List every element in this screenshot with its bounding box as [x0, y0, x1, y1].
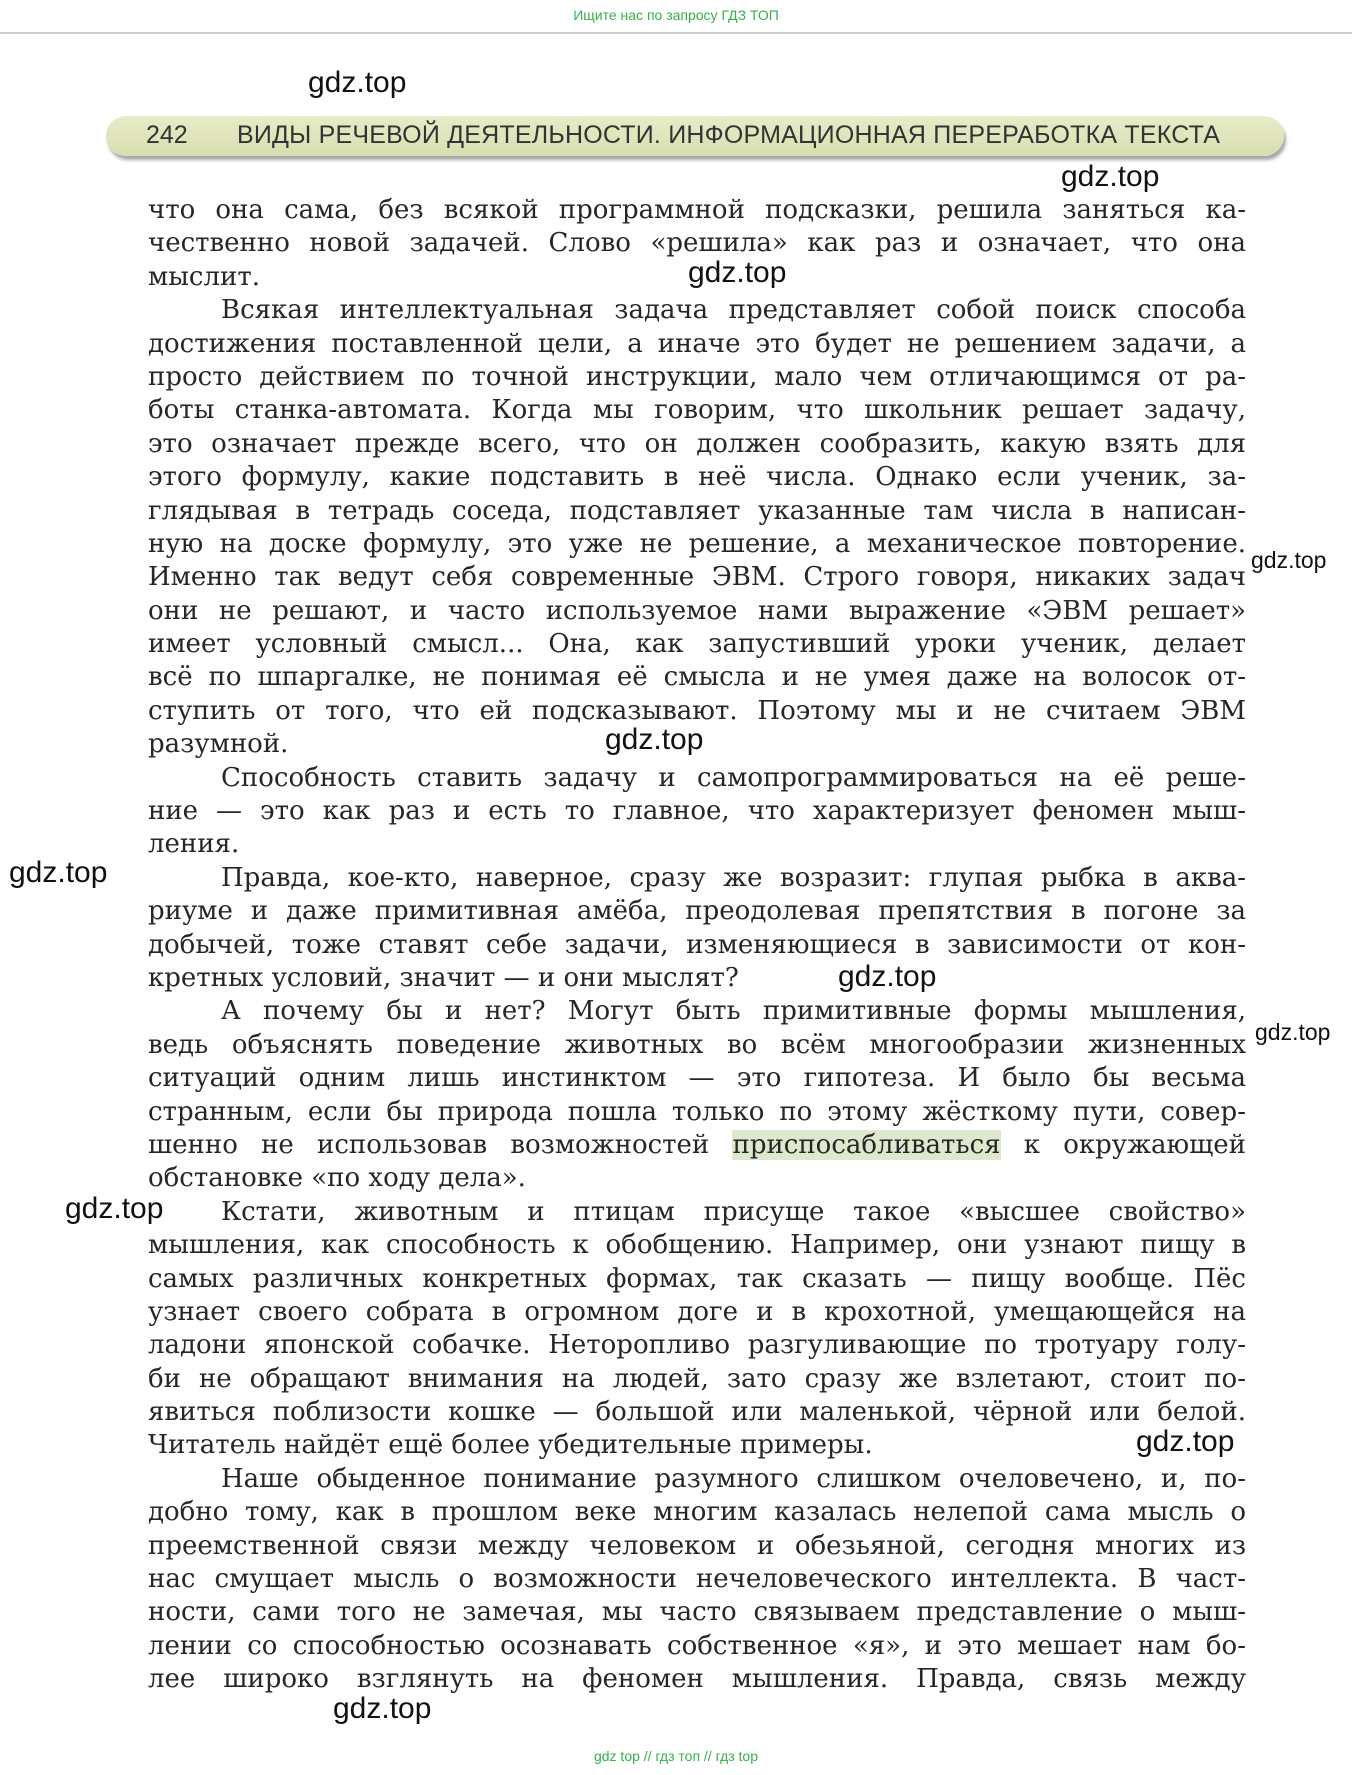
text-fragment: к окружающей [1023, 1129, 1246, 1160]
text-line: обстановке «по ходу дела». [148, 1163, 526, 1194]
highlighted-word: приспосабливаться [732, 1129, 1001, 1160]
text-line: узнает своего собрата в огромном доге и в крохотной, умещающейся на [148, 1296, 1246, 1327]
text-line: добычей, тоже ставят себе задачи, изменяющиеся в зависимости от кон- [148, 929, 1246, 960]
text-line: чественно новой задачей. Слово «решила» как раз и означает, что она [148, 228, 1246, 259]
text-line [148, 1129, 1246, 1162]
text-line: добно тому, как в прошлом веке многим казалась нелепой сама мысль о [148, 1497, 1246, 1528]
text-line: Всякая интеллектуальная задача представляет собой поиск способа [221, 295, 1246, 326]
text-line: ности, сами того не замечая, мы часто связываем представление о мыш- [148, 1597, 1246, 1628]
text-line: мышления, как способность к обобщению. Например, они узнают пищу в [148, 1230, 1246, 1261]
watermark: gdz.top [838, 960, 937, 993]
top-banner: Ищите нас по запросу ГДЗ ТОП [0, 0, 1352, 34]
text-line: ние — это как раз и есть то главное, что характеризует феномен мыш- [148, 796, 1246, 827]
text-fragment: шенно не использовав возможностей [148, 1129, 710, 1160]
text-line: боты станка-автомата. Когда мы говорим, что школьник решает задачу, [148, 395, 1246, 426]
text-line: имеет условный смысл... Она, как запустивший уроки ученик, делает [148, 629, 1246, 660]
text-line: Именно так ведут себя современные ЭВМ. Строго говоря, никаких задач [148, 562, 1246, 593]
section-title: ВИДЫ РЕЧЕВОЙ ДЕЯТЕЛЬНОСТИ. ИНФОРМАЦИОННАЯ ПЕРЕРАБОТКА ТЕКСТА [237, 121, 1221, 149]
watermark: gdz.top [1255, 1019, 1331, 1045]
text-line: ления. [148, 829, 240, 860]
text-line: ступить от того, что ей подсказывают. Поэтому мы и не считаем ЭВМ [148, 695, 1246, 726]
watermark: gdz.top [333, 1692, 432, 1725]
text-line: достижения поставленной цели, а иначе это будет не решением задачи, а [148, 328, 1246, 359]
text-line: это означает прежде всего, что он должен сообразить, какую взять для [148, 428, 1246, 459]
text-line: ведь объяснять поведение животных во всём многообразии жизненных [148, 1029, 1246, 1060]
text-line: преемственной связи между человеком и обезьяной, сегодня многих из [148, 1530, 1246, 1561]
text-line: разумной. [148, 729, 289, 760]
page-body-text [148, 194, 1246, 1697]
text-line: лее широко взглянуть на феномен мышления. Правда, связь между [148, 1664, 1246, 1695]
text-line: Наше обыденное понимание разумного слишком очеловечено, и, по- [221, 1463, 1246, 1494]
text-line: самых различных конкретных формах, так сказать — пищу вообще. Пёс [148, 1263, 1246, 1294]
text-line: Кстати, животным и птицам присуще такое «высшее свойство» [221, 1196, 1246, 1227]
text-line: что она сама, без всякой программной подсказки, решила заняться ка- [148, 195, 1246, 225]
text-line: просто действием по точной инструкции, мало чем отличающимся от ра- [148, 361, 1246, 392]
watermark: gdz.top [605, 723, 704, 756]
text-line: ситуаций одним лишь инстинктом — это гипотеза. И было бы весьма [148, 1063, 1246, 1094]
watermark: gdz.top [9, 856, 108, 889]
watermark: gdz.top [688, 256, 787, 289]
text-line: явиться поблизости кошке — большой или маленькой, чёрной или белой. [148, 1397, 1246, 1428]
text-line: Читатель найдёт ещё более убедительные примеры. [148, 1430, 873, 1461]
text-line: би не обращают внимания на людей, зато сразу же взлетают, стоит по- [148, 1363, 1246, 1394]
text-line: мыслит. [148, 261, 260, 292]
text-line: риуме и даже примитивная амёба, преодолевая препятствия в погоне за [148, 896, 1246, 927]
text-line: кретных условий, значит — и они мыслят? [148, 962, 739, 993]
watermark: gdz.top [1061, 160, 1160, 193]
text-line: ладони японской собачке. Неторопливо разгуливающие по тротуару голу- [148, 1330, 1246, 1361]
watermark: gdz.top [65, 1192, 164, 1225]
watermark: gdz.top [1136, 1425, 1235, 1458]
text-line: Способность ставить задачу и самопрограммироваться на её реше- [221, 762, 1246, 793]
footer-links[interactable]: gdz top // гдз топ // гдз top [593, 1748, 759, 1764]
text-line: этого формулу, какие подставить в неё числа. Однако если ученик, за- [148, 462, 1246, 493]
text-line: они не решают, и часто используемое нами выражение «ЭВМ решает» [148, 595, 1246, 626]
watermark: gdz.top [308, 66, 407, 99]
page-number: 242 [146, 121, 188, 149]
text-line: Правда, кое-кто, наверное, сразу же возразит: глупая рыбка в аква- [221, 862, 1246, 893]
text-line: глядывая в тетрадь соседа, подставляет указанные там числа в написан- [148, 495, 1246, 526]
text-line: нас смущает мысль о возможности нечеловеческого интеллекта. В част- [148, 1564, 1246, 1595]
text-line: ную на доске формулу, это уже не решение, а механическое повторение. [148, 528, 1246, 559]
watermark: gdz.top [1251, 547, 1327, 573]
text-line: всё по шпаргалке, не понимая её смысла и не умея даже на волосок от- [148, 662, 1246, 693]
text-line: А почему бы и нет? Могут быть примитивные формы мышления, [221, 996, 1246, 1027]
text-line: странным, если бы природа пошла только по этому жёсткому пути, совер- [148, 1096, 1246, 1127]
text-line: лении со способностью осознавать собственное «я», и это мешает нам бо- [148, 1630, 1246, 1661]
